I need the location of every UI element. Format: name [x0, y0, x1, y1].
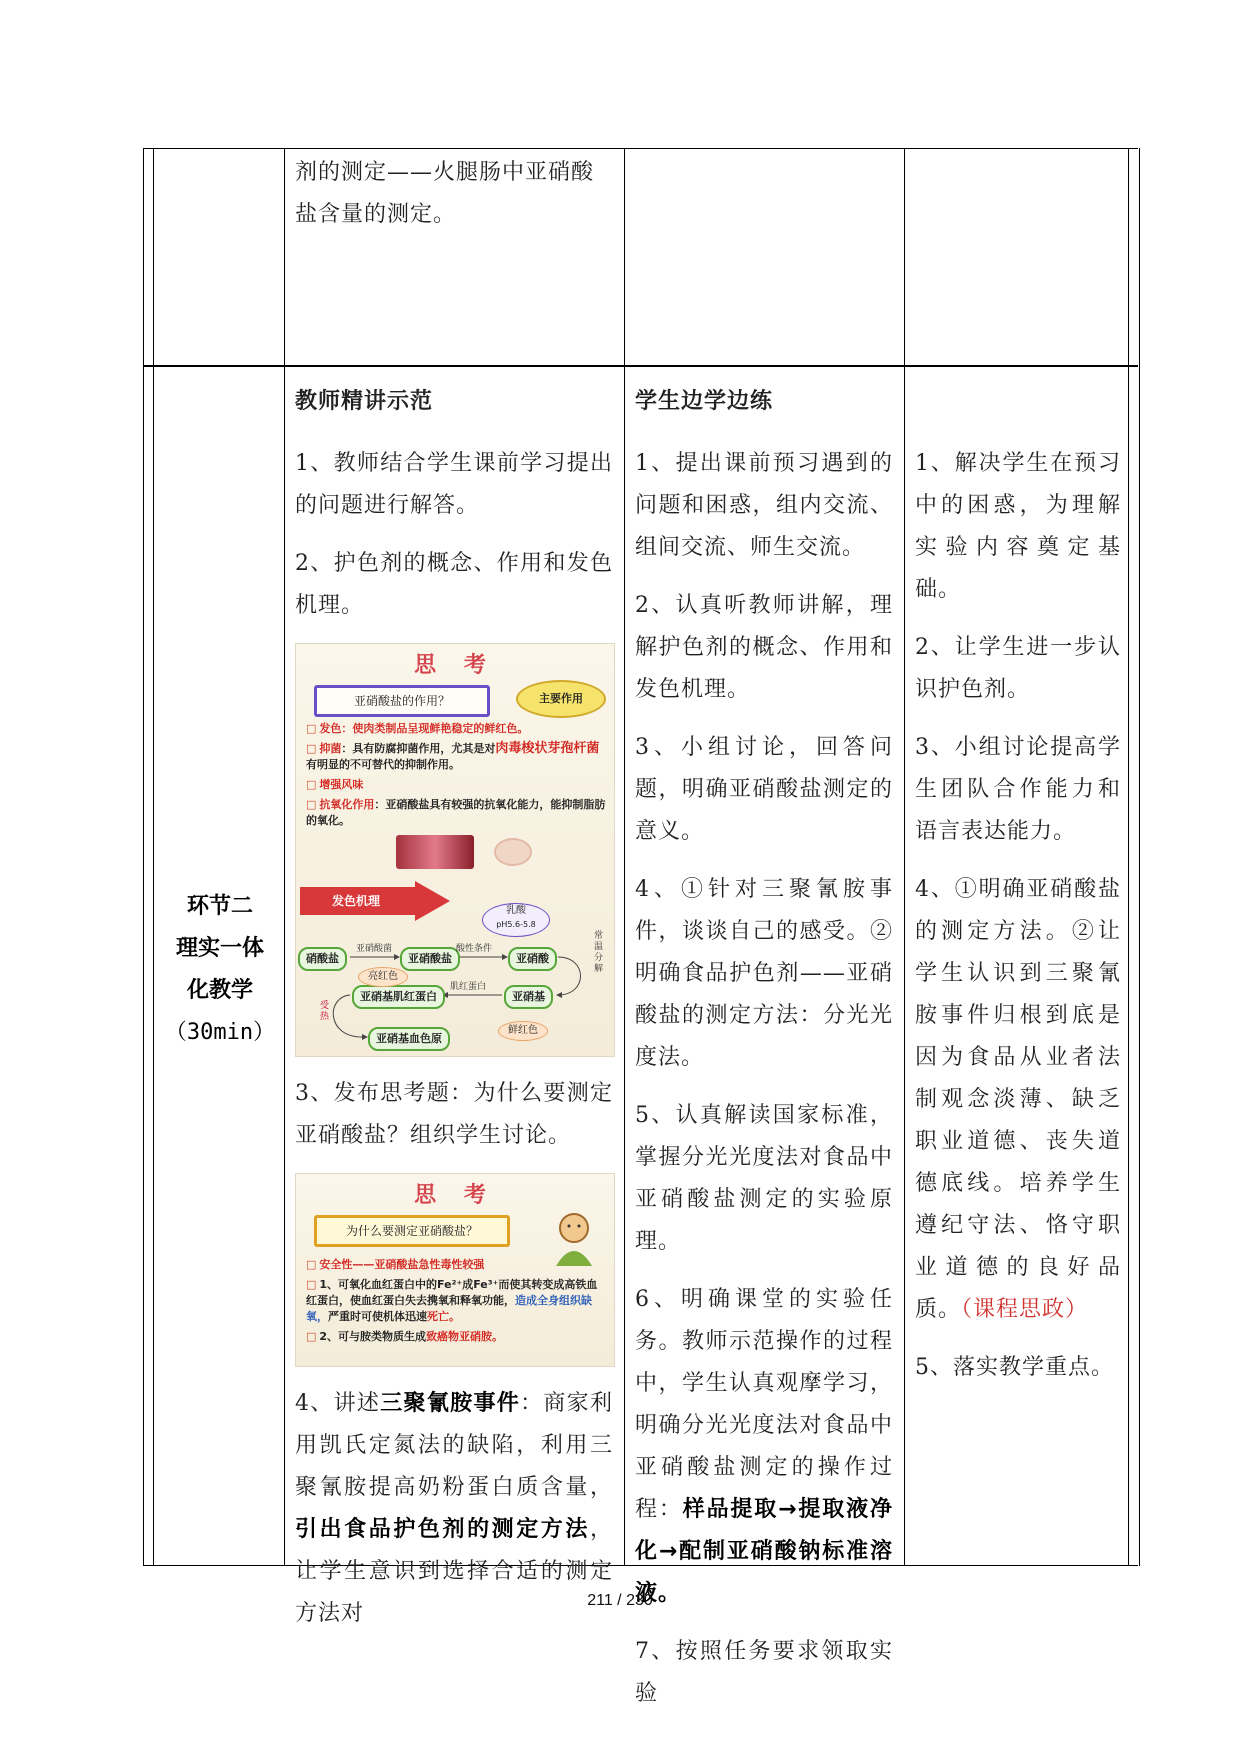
student-step-1: 1、提出课前预习遇到的问题和困惑，组内交流、组间交流、师生交流。	[635, 451, 893, 560]
table-double-border-right	[1128, 148, 1129, 1566]
intent-point-3: 3、小组讨论提高学生团队合作能力和语言表达能力。	[915, 735, 1121, 844]
meat-photo	[396, 835, 474, 869]
student-step-3: 3、小组讨论，回答问题，明确亚硝酸盐测定的意义。	[635, 735, 893, 844]
safety-point: □ 安全性——亚硝酸盐急性毒性较强	[306, 1258, 485, 1271]
stage-label	[160, 886, 280, 1054]
thinking-person-icon	[544, 1206, 604, 1266]
slide3-question: 为什么要测定亚硝酸盐？	[314, 1215, 510, 1247]
intent-point-4: 4、①明确亚硝酸盐的测定方法。②让学生认识到三聚氰胺事件归根到底是因为食品从业者法制观念淡薄、缺乏职业道德、丧失道德底线。培养学生遵纪守法、恪守职业道德的良好品质。（课程思政）	[915, 877, 1121, 1322]
lactic-acid-bubble: 乳酸 pH5.6-5.8	[482, 903, 550, 937]
toxicity-point-1: □ 1、可氧化血红蛋白中的Fe²⁺成Fe³⁺而使其转变成高铁血红蛋白，使血红蛋白失去携氧和释氧功能，造成全身组织缺氧，严重时可使机体迅速死亡。	[306, 1278, 598, 1323]
stage-duration: （30min）	[164, 1020, 276, 1045]
node-nitroso: 亚硝基	[504, 985, 553, 1009]
label-heating: 受热	[320, 1001, 330, 1022]
student-heading: 学生边学边练	[635, 389, 774, 414]
intent-point-1: 1、解决学生在预习中的困惑，为理解实验内容奠定基础。	[915, 451, 1121, 602]
table-double-border-left	[153, 148, 154, 1566]
row-divider	[143, 365, 1138, 367]
student-step-6: 6、明确课堂的实验任务。教师示范操作的过程中，学生认真观摩学习，明确分光光度法对食品中亚硝酸盐测定的操作过程：样品提取→提取液净化→配制亚硝酸钠标准溶液。	[635, 1287, 893, 1606]
toxicity-point-2: □ 2、可与胺类物质生成致癌物亚硝胺。	[306, 1330, 504, 1343]
stage-line-2: 理实一体	[175, 936, 264, 961]
role-antibacterial: □ 抑菌：具有防腐抑菌作用，尤其是对肉毒梭状芽孢杆菌有明显的不可替代的抑制作用。	[306, 741, 600, 771]
column-divider-2	[624, 148, 625, 1566]
node-nitrate: 硝酸盐	[298, 947, 347, 971]
student-step-5: 5、认真解读国家标准，掌握分光光度法对食品中亚硝酸盐测定的实验原理。	[635, 1103, 893, 1254]
teacher-column	[295, 381, 613, 1651]
stage-line-3: 化教学	[186, 978, 253, 1003]
node-nitrous-acid: 亚硝酸	[508, 947, 557, 971]
label-acid-condition: 酸性条件	[456, 944, 493, 954]
row1-teacher-cell	[295, 152, 615, 236]
teacher-step-1: 1、教师结合学生课前学习提出的问题进行解答。	[295, 451, 613, 518]
role-antioxidant: □ 抗氧化作用：亚硝酸盐具有较强的抗氧化能力，能抑制脂肪的氧化。	[306, 798, 606, 827]
row1-line-1: 剂的测定——火腿肠中亚硝酸	[295, 160, 595, 185]
teacher-step-4: 4、讲述三聚氰胺事件：商家利用凯氏定氮法的缺陷，利用三聚氰胺提高奶粉蛋白质含量，引出食品护色剂的测定方法，让学生意识到选择合适的测定方法对	[295, 1391, 613, 1626]
role-color: □ 发色：使肉类制品呈现鲜艳稳定的鲜红色。	[306, 722, 529, 735]
slide-question: 亚硝酸盐的作用？	[314, 685, 490, 717]
intent-point-5: 5、落实教学重点。	[915, 1355, 1114, 1380]
plate-photo	[494, 838, 532, 866]
fresh-red-bubble: 鲜红色	[498, 1021, 548, 1041]
color-mechanism-diagram	[296, 877, 614, 1057]
table-top-border	[143, 148, 1138, 149]
teacher-step-2: 2、护色剂的概念、作用和发色机理。	[295, 551, 613, 618]
role-flavor: □ 增强风味	[306, 778, 364, 791]
student-step-2: 2、认真听教师讲解，理解护色剂的概念、作用和发色机理。	[635, 593, 893, 702]
nitrite-role-slide	[295, 643, 615, 1057]
teacher-step-3: 3、发布思考题：为什么要测定亚硝酸盐？组织学生讨论。	[295, 1081, 613, 1148]
column-divider-1	[284, 148, 285, 1566]
why-test-slide	[295, 1173, 615, 1367]
slide3-title: 思 考	[414, 1183, 496, 1208]
node-nitrosomyoglobin: 亚硝基肌红蛋白	[352, 985, 445, 1009]
intent-point-2: 2、让学生进一步认识护色剂。	[915, 635, 1121, 702]
page-number: 211 / 230	[587, 1592, 653, 1609]
stage-line-1: 环节二	[186, 894, 253, 919]
label-myoglobin: 肌红蛋白	[450, 982, 487, 992]
teacher-heading: 教师精讲示范	[295, 389, 434, 414]
node-nitrosohemochrome: 亚硝基血色原	[368, 1027, 450, 1051]
meat-photos	[396, 835, 614, 869]
ideology-tag: （课程思政）	[961, 1297, 1089, 1322]
mechanism-title: 发色机理	[332, 894, 381, 908]
column-divider-3	[904, 148, 905, 1566]
student-step-7: 7、按照任务要求领取实验	[635, 1639, 893, 1706]
student-column	[635, 381, 893, 1731]
slide-title: 思 考	[414, 653, 496, 678]
main-role-cloud: 主要作用	[516, 680, 606, 718]
bright-red-bubble: 亮红色	[358, 967, 408, 987]
node-nitrite: 亚硝酸盐	[400, 947, 460, 971]
label-room-temp-decomp: 常温分解	[594, 931, 604, 974]
row1-line-2: 盐含量的测定。	[295, 202, 457, 227]
student-step-4: 4、①针对三聚氰胺事件，谈谈自己的感受。②明确食品护色剂——亚硝酸盐的测定方法：分光光度法。	[635, 877, 893, 1070]
label-nitrite-bacteria: 亚硝酸菌	[356, 944, 393, 954]
intent-column	[915, 443, 1121, 1405]
